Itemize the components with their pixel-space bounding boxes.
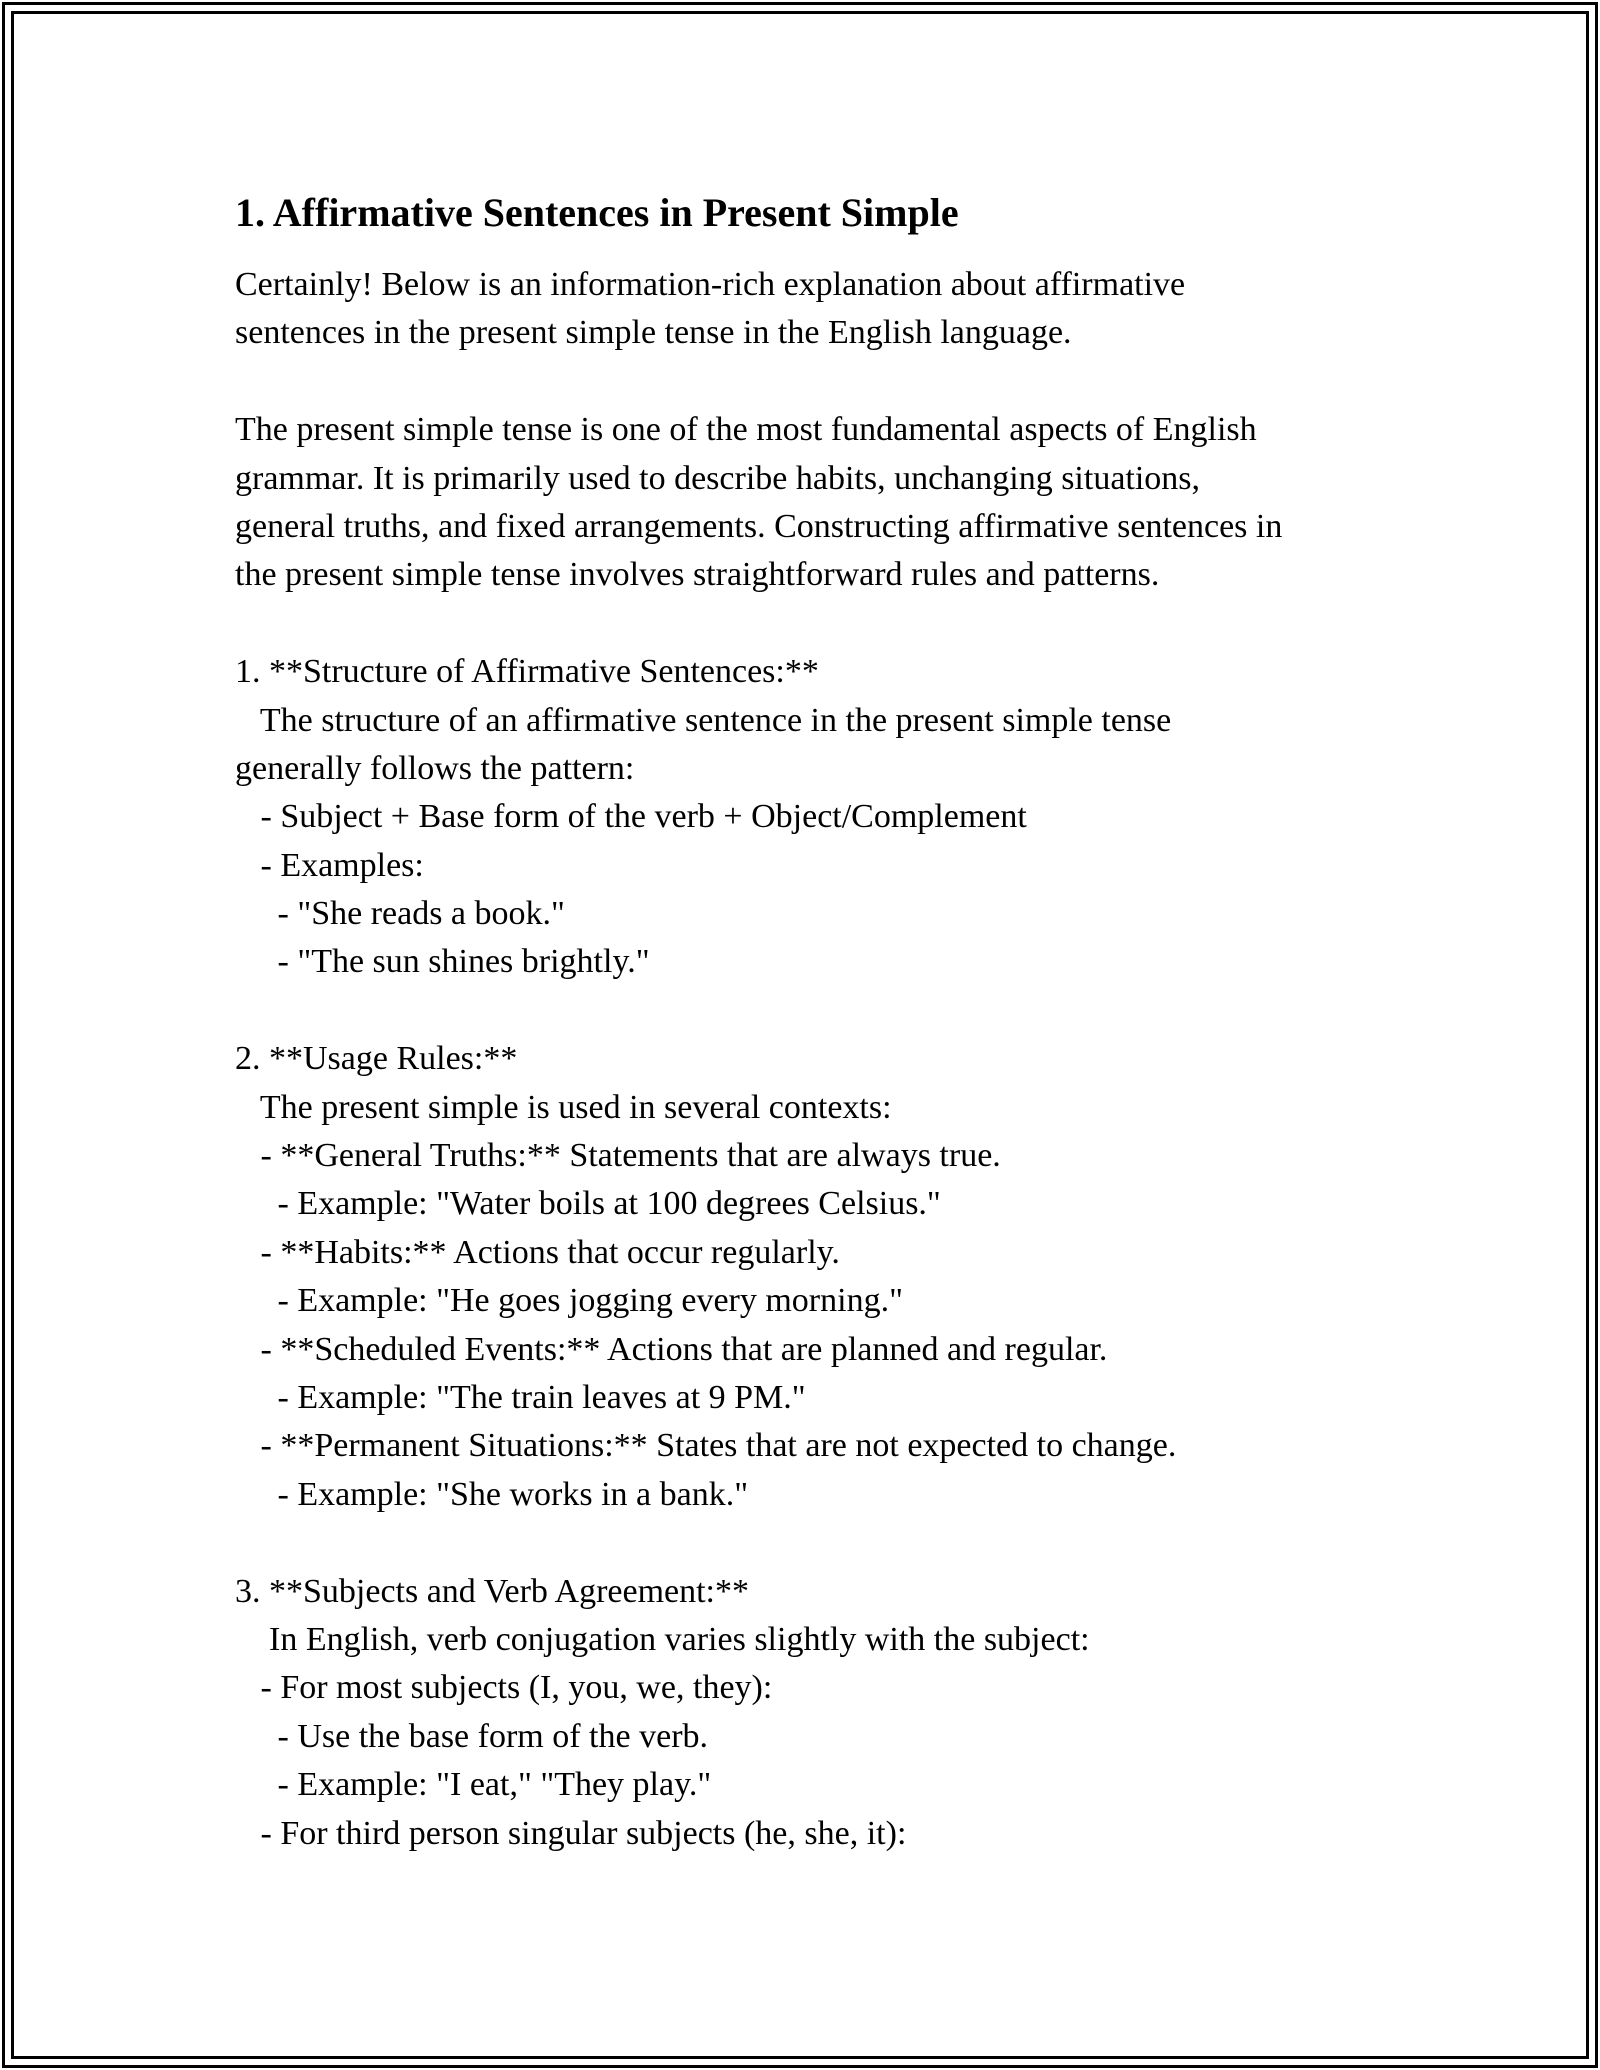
text-line: 2. **Usage Rules:**	[235, 1040, 518, 1078]
text-line: In English, verb conjugation varies slightly with the subject:	[235, 1620, 1090, 1658]
blank-line	[235, 358, 1415, 406]
text-line: - Examples:	[235, 846, 424, 884]
blank-line	[235, 600, 1415, 648]
text-line: - **Scheduled Events:** Actions that are planned and regular.	[235, 1330, 1108, 1368]
text-line: - Example: "Water boils at 100 degrees Celsius."	[235, 1185, 941, 1223]
text-line: general truths, and fixed arrangements. Constructing affirmative sentences in	[235, 507, 1283, 545]
document-text	[235, 261, 1415, 1858]
text-line: - "She reads a book."	[235, 895, 565, 933]
text-line: Certainly! Below is an information-rich explanation about affirmative	[235, 266, 1186, 303]
text-line: - For third person singular subjects (he, she, it):	[235, 1814, 907, 1852]
text-line: The present simple is used in several contexts:	[235, 1088, 892, 1126]
text-line: The present simple tense is one of the most fundamental aspects of English	[235, 411, 1257, 449]
text-line: 1. **Structure of Affirmative Sentences:**	[235, 653, 819, 691]
text-line: - **Habits:** Actions that occur regularly.	[235, 1233, 840, 1271]
text-line: - Example: "The train leaves at 9 PM."	[235, 1378, 806, 1416]
text-line: The structure of an affirmative sentence in the present simple tense	[235, 701, 1172, 739]
text-line: - **Permanent Situations:** States that are not expected to change.	[235, 1427, 1177, 1465]
text-line: sentences in the present simple tense in the English language.	[235, 314, 1072, 352]
document-title: 1. Affirmative Sentences in Present Simple	[235, 190, 959, 235]
text-line: - **General Truths:** Statements that are always true.	[235, 1137, 1001, 1175]
text-line: - Example: "I eat," "They play."	[235, 1766, 712, 1804]
document-body	[235, 185, 1415, 1858]
blank-line	[235, 1519, 1415, 1567]
text-line: 3. **Subjects and Verb Agreement:**	[235, 1572, 750, 1610]
text-line: - For most subjects (I, you, we, they):	[235, 1669, 773, 1707]
text-line: generally follows the pattern:	[235, 749, 635, 787]
text-line: - Use the base form of the verb.	[235, 1717, 709, 1755]
text-line: - Example: "She works in a bank."	[235, 1475, 749, 1513]
text-line: grammar. It is primarily used to describe habits, unchanging situations,	[235, 459, 1201, 497]
blank-line	[235, 987, 1415, 1035]
text-line: - Example: "He goes jogging every morning."	[235, 1282, 903, 1320]
text-line: - "The sun shines brightly."	[235, 943, 650, 981]
text-line: - Subject + Base form of the verb + Object/Complement	[235, 798, 1027, 836]
text-line: the present simple tense involves straightforward rules and patterns.	[235, 556, 1160, 594]
